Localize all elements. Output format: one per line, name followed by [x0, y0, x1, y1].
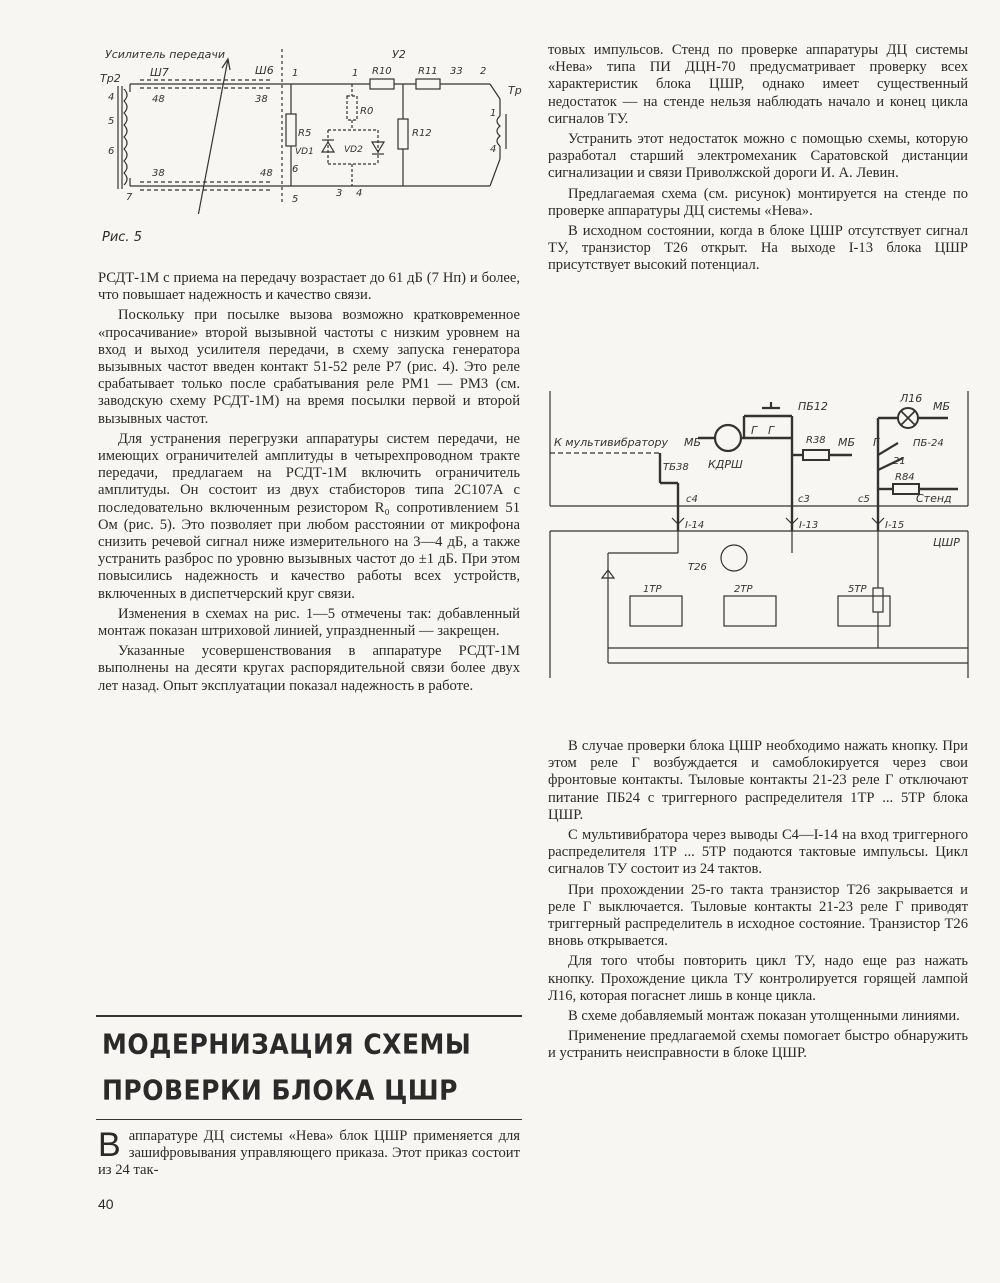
fig5-label: 3 [336, 188, 343, 199]
figure-cshr-circuit [548, 388, 973, 680]
paragraph: В схеме добавляемый монтаж показан утолщенными линиями. [568, 1008, 960, 1025]
paragraph: С мультивибратора через выводы С4—I-14 на вход триггерного распределителя 1ТР ... 5ТР подаются тактовые импульсы. Цикл сигналов ТУ состоит из 24 тактов. [548, 827, 968, 878]
fig5-label: 1 [292, 68, 299, 79]
paragraph: В исходном состоянии, когда в блоке ЦШР отсутствует сигнал ТУ, транзистор Т26 открыт. На выходе I-13 блока ЦШР присутствует высокий потенциал. [548, 223, 968, 274]
fig5-label: 6 [292, 164, 299, 175]
cshr-label: 21 [893, 456, 906, 467]
right-column-top [548, 42, 968, 278]
fig5-label: Тр [508, 84, 522, 97]
cshr-label: Г [768, 424, 775, 437]
right-column-bottom [548, 738, 968, 1066]
paragraph: В случае проверки блока ЦШР необходимо нажать кнопку. При этом реле Г возбуждается и самоблокируется через свои фронтовые контакты. Тыловые контакты 21-23 реле Г отключают питание ПБ24 с триггерного распределителя 1ТР ... 5ТР блока ЦШР. [548, 738, 968, 823]
cshr-label: 2ТР [734, 584, 753, 595]
cshr-label: ПБ-24 [913, 438, 944, 449]
cshr-label: с3 [798, 494, 810, 505]
fig5-label: 5 [292, 194, 299, 205]
cshr-label: Г [873, 436, 880, 449]
paragraph: Изменения в схемах на рис. 1—5 отмечены так: добавленный монтаж показан штриховой линией, упраздненный — закрещен. [98, 605, 520, 640]
cshr-label: R38 [806, 435, 826, 446]
fig5-label: 48 [260, 168, 273, 179]
cshr-label: Стенд [916, 492, 952, 505]
fig5-label: 2 [480, 66, 487, 77]
paragraph: Для устранения перегрузки аппаратуры систем передачи, не имеющих ограничителей амплитуды в четырехпроводном тракте передачи, предлагаем на РСДТ-1М включить ограничитель амплитуды. Он состоит из двух стабисторов типа 2С107А с последовательно включенным резистором R₀ сопротивлением 51 Ом (рис. 5). Это позволяет при любом расстоянии от микрофона снизить речевой сигнал ниже измерительного на 3—4 дБ, а также устранить разброс по уровню вызывных частот до ±1 дБ. При этом повысились надежность и качество работы всех устройств, включенных в диспетчерский круг связи. [98, 430, 520, 602]
fig5-label: 38 [255, 94, 268, 105]
fig5-label: Ш7 [150, 66, 169, 79]
cshr-label: КДРШ [708, 458, 743, 471]
article-intro [98, 1128, 520, 1180]
cshr-label: МБ [684, 436, 702, 449]
paragraph: Применение предлагаемой схемы помогает быстро обнаружить и устранить неисправности в блоке ЦШР. [548, 1028, 968, 1062]
intro-text: аппаратуре ДЦ системы «Нева» блок ЦШР применяется для зашифровывания управляющего приказа. Этот приказ состоит из 24 так- [98, 1128, 520, 1179]
cshr-label: МБ [933, 400, 951, 413]
fig5-label: VD1 [295, 147, 314, 157]
left-column [98, 270, 520, 698]
cshr-label: ЦШР [933, 536, 960, 549]
fig5-label: Усилитель передачи [105, 48, 225, 61]
paragraph: При прохождении 25-го такта транзистор Т26 закрывается и реле Г выключается. Тыловые контакты 21-23 реле Г приводят триггерный распределитель в исходное состояние. Транзистор Т26 вновь открывается. [548, 881, 968, 950]
fig5-label: 6 [108, 146, 115, 157]
cshr-label: ТБ38 [663, 462, 689, 473]
fig5-label: R0 [360, 106, 374, 117]
fig5-label: 38 [152, 168, 165, 179]
fig5-label: 1 [352, 68, 359, 79]
fig5-label: 4 [108, 92, 115, 103]
headline-rule-bottom [96, 1119, 522, 1120]
article-headline [96, 1015, 522, 1120]
fig5-label: R5 [298, 128, 312, 139]
fig5-label: 1 [490, 108, 497, 119]
paragraph: РСДТ-1М с приема на передачу возрастает до 61 дБ (7 Нп) и более, что повышает надежность и качество связи. [98, 270, 520, 304]
cshr-label: 5ТР [848, 584, 867, 595]
fig5-label: 33 [450, 66, 463, 77]
fig5-label: R10 [372, 66, 392, 77]
fig5-label: 7 [126, 192, 133, 203]
cshr-label: Г [751, 424, 758, 437]
cshr-label: I-15 [885, 520, 905, 531]
fig5-label: Ш6 [255, 64, 274, 77]
headline-line-1: МОДЕРНИЗАЦИЯ СХЕМЫ [102, 1028, 472, 1060]
page-number: 40 [98, 1196, 114, 1212]
cshr-label: Л16 [900, 392, 923, 405]
fig5-label: R11 [418, 66, 438, 77]
fig5-label: Тр2 [100, 72, 121, 85]
cshr-label: с4 [686, 494, 698, 505]
drop-cap: В [98, 1126, 121, 1164]
fig5-label: 5 [108, 116, 115, 127]
figure-5-circuit [100, 44, 530, 214]
fig5-label: 48 [152, 94, 165, 105]
fig5-label: У2 [392, 48, 406, 61]
paragraph: Предлагаемая схема (см. рисунок) монтируется на стенде по проверке аппаратуры ДЦ системы «Нева». [548, 185, 968, 219]
headline-line-2: ПРОВЕРКИ БЛОКА ЦШР [102, 1074, 458, 1106]
paragraph: товых импульсов. Стенд по проверке аппаратуры ДЦ системы «Нева» типа ПИ ДЦН-70 предусматривает проверку всех характеристик блока ЦШР, однако имеет существенный недостаток — на стенде нельзя наблюдать начало и конец цикла сигналов ТУ. [548, 42, 968, 127]
paragraph: Устранить этот недостаток можно с помощью схемы, которую разработал старший электромеханик Саратовской дистанции сигнализации и связи Приволжской дороги И. А. Левин. [548, 131, 968, 182]
paragraph: Поскольку при посылке вызова возможно кратковременное «просачивание» второй вызывной частоты с низким уровнем на вход и выход усилителя передачи, в схему запуска генератора вызывных частот введен контакт 51-52 реле Р7 (рис. 4). Это реле срабатывает только после срабатывания реле РМ1 — РМ3 (см. заводскую схему РСДТ-1М) на время посылки первой и второй вызывных частот. [98, 307, 520, 427]
fig5-label: 4 [490, 144, 497, 155]
fig5-label: 4 [356, 188, 363, 199]
cshr-label: МБ [838, 436, 856, 449]
fig5-label: R12 [412, 128, 432, 139]
fig5-label: VD2 [344, 145, 363, 155]
paragraph: Для того чтобы повторить цикл ТУ, надо еще раз нажать кнопку. Прохождение цикла ТУ контролируется горящей лампой Л16, которая погаснет лишь в конце цикла. [548, 953, 968, 1004]
cshr-label: I-14 [685, 520, 705, 531]
cshr-label: с5 [858, 494, 870, 505]
cshr-label: 1ТР [643, 584, 662, 595]
cshr-label: К мультивибратору [554, 436, 668, 449]
cshr-label: ПБ12 [798, 400, 828, 413]
cshr-label: Т26 [688, 562, 707, 573]
figure-5-caption: Рис. 5 [102, 230, 142, 245]
paragraph: Указанные усовершенствования в аппаратуре РСДТ-1М выполнены на десяти кругах распорядительной связи более двух лет назад. Опыт эксплуатации показал надежность в работе. [98, 643, 520, 694]
cshr-label: R84 [895, 472, 915, 483]
cshr-label: I-13 [799, 520, 819, 531]
